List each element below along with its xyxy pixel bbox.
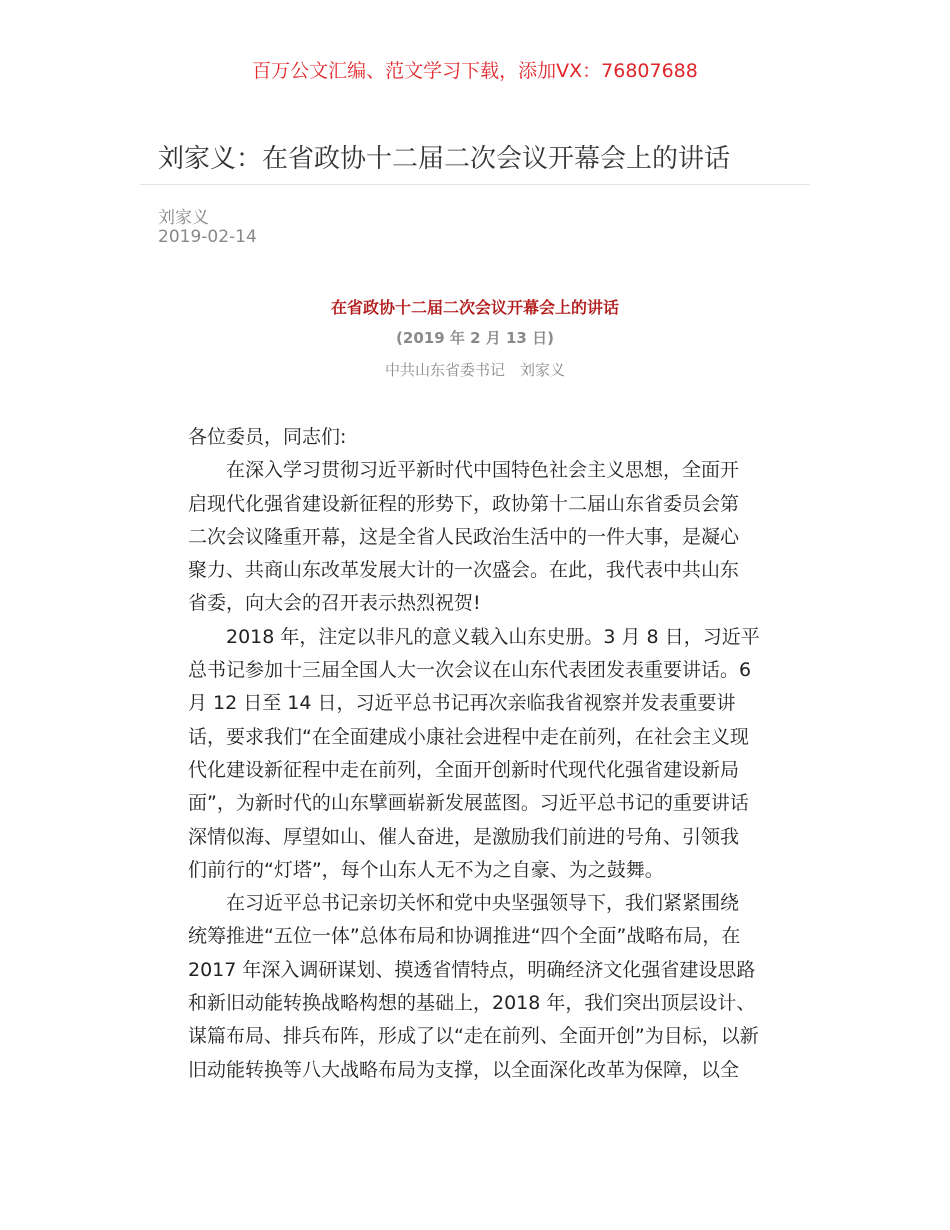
body-text-line: 们前行的“灯塔”，每个山东人无不为之自豪、为之鼓舞。 (188, 858, 664, 881)
body-text-line: 各位委员，同志们: (188, 426, 347, 448)
body-text-line: 2017 年深入调研谋划、摸透省情特点，明确经济文化强省建设思路 (188, 958, 756, 981)
body-text-line: 月 12 日至 14 日，习近平总书记再次亲临我省视察并发表重要讲 (188, 692, 736, 715)
body-text-line: 旧动能转换等八大战略布局为支撑，以全面深化改革为保障，以全 (188, 1058, 740, 1081)
article-author: 刘家义 (158, 208, 209, 228)
body-text-line: 二次会议隆重开幕，这是全省人民政治生活中的一件大事，是凝心 (188, 525, 740, 548)
body-text-line: 谋篇布局、排兵布阵，形成了以“走在前列、全面开创”为目标，以新 (188, 1025, 759, 1048)
body-text-line: 总书记参加十三届全国人大一次会议在山东代表团发表重要讲话。6 (188, 659, 752, 682)
body-text-line: 在习近平总书记亲切关怀和党中央坚强领导下，我们紧紧围绕 (226, 892, 740, 915)
document-byline: 中共山东省委书记 刘家义 (384, 361, 565, 379)
body-text-line: 启现代化强省建设新征程的形势下，政协第十二届山东省委员会第 (188, 492, 740, 515)
document-date: (2019 年 2 月 13 日) (396, 329, 554, 347)
body-text-line: 代化建设新征程中走在前列，全面开创新时代现代化强省建设新局 (188, 758, 740, 781)
body-text-line: 和新旧动能转换战略构想的基础上，2018 年，我们突出顶层设计、 (188, 992, 756, 1015)
body-text-line: 深情似海、厚望如山、催人奋进，是激励我们前进的号角、引领我 (188, 825, 740, 848)
document-body (188, 421, 768, 1087)
body-text-line: 话，要求我们“在全面建成小康社会进程中走在前列，在社会主义现 (188, 725, 749, 748)
body-text-line: 面”，为新时代的山东擘画崭新发展蓝图。习近平总书记的重要讲话 (188, 792, 749, 815)
promo-banner: 百万公文汇编、范文学习下载，添加VX：76807688 (252, 60, 698, 82)
article-date: 2019-02-14 (158, 227, 257, 247)
body-text-line: 2018 年，注定以非凡的意义载入山东史册。3 月 8 日，习近平 (226, 625, 760, 648)
title-divider (140, 184, 810, 185)
body-text-line: 省委，向大会的召开表示热烈祝贺! (188, 592, 481, 615)
document-title: 在省政协十二届二次会议开幕会上的讲话 (330, 298, 619, 317)
article-title: 刘家义：在省政协十二届二次会议开幕会上的讲话 (158, 144, 731, 174)
body-text-line: 在深入学习贯彻习近平新时代中国特色社会主义思想，全面开 (226, 459, 740, 482)
body-text-line: 聚力、共商山东改革发展大计的一次盛会。在此，我代表中共山东 (188, 559, 740, 582)
body-text-line: 统筹推进“五位一体”总体布局和协调推进“四个全面”战略布局，在 (188, 925, 741, 948)
